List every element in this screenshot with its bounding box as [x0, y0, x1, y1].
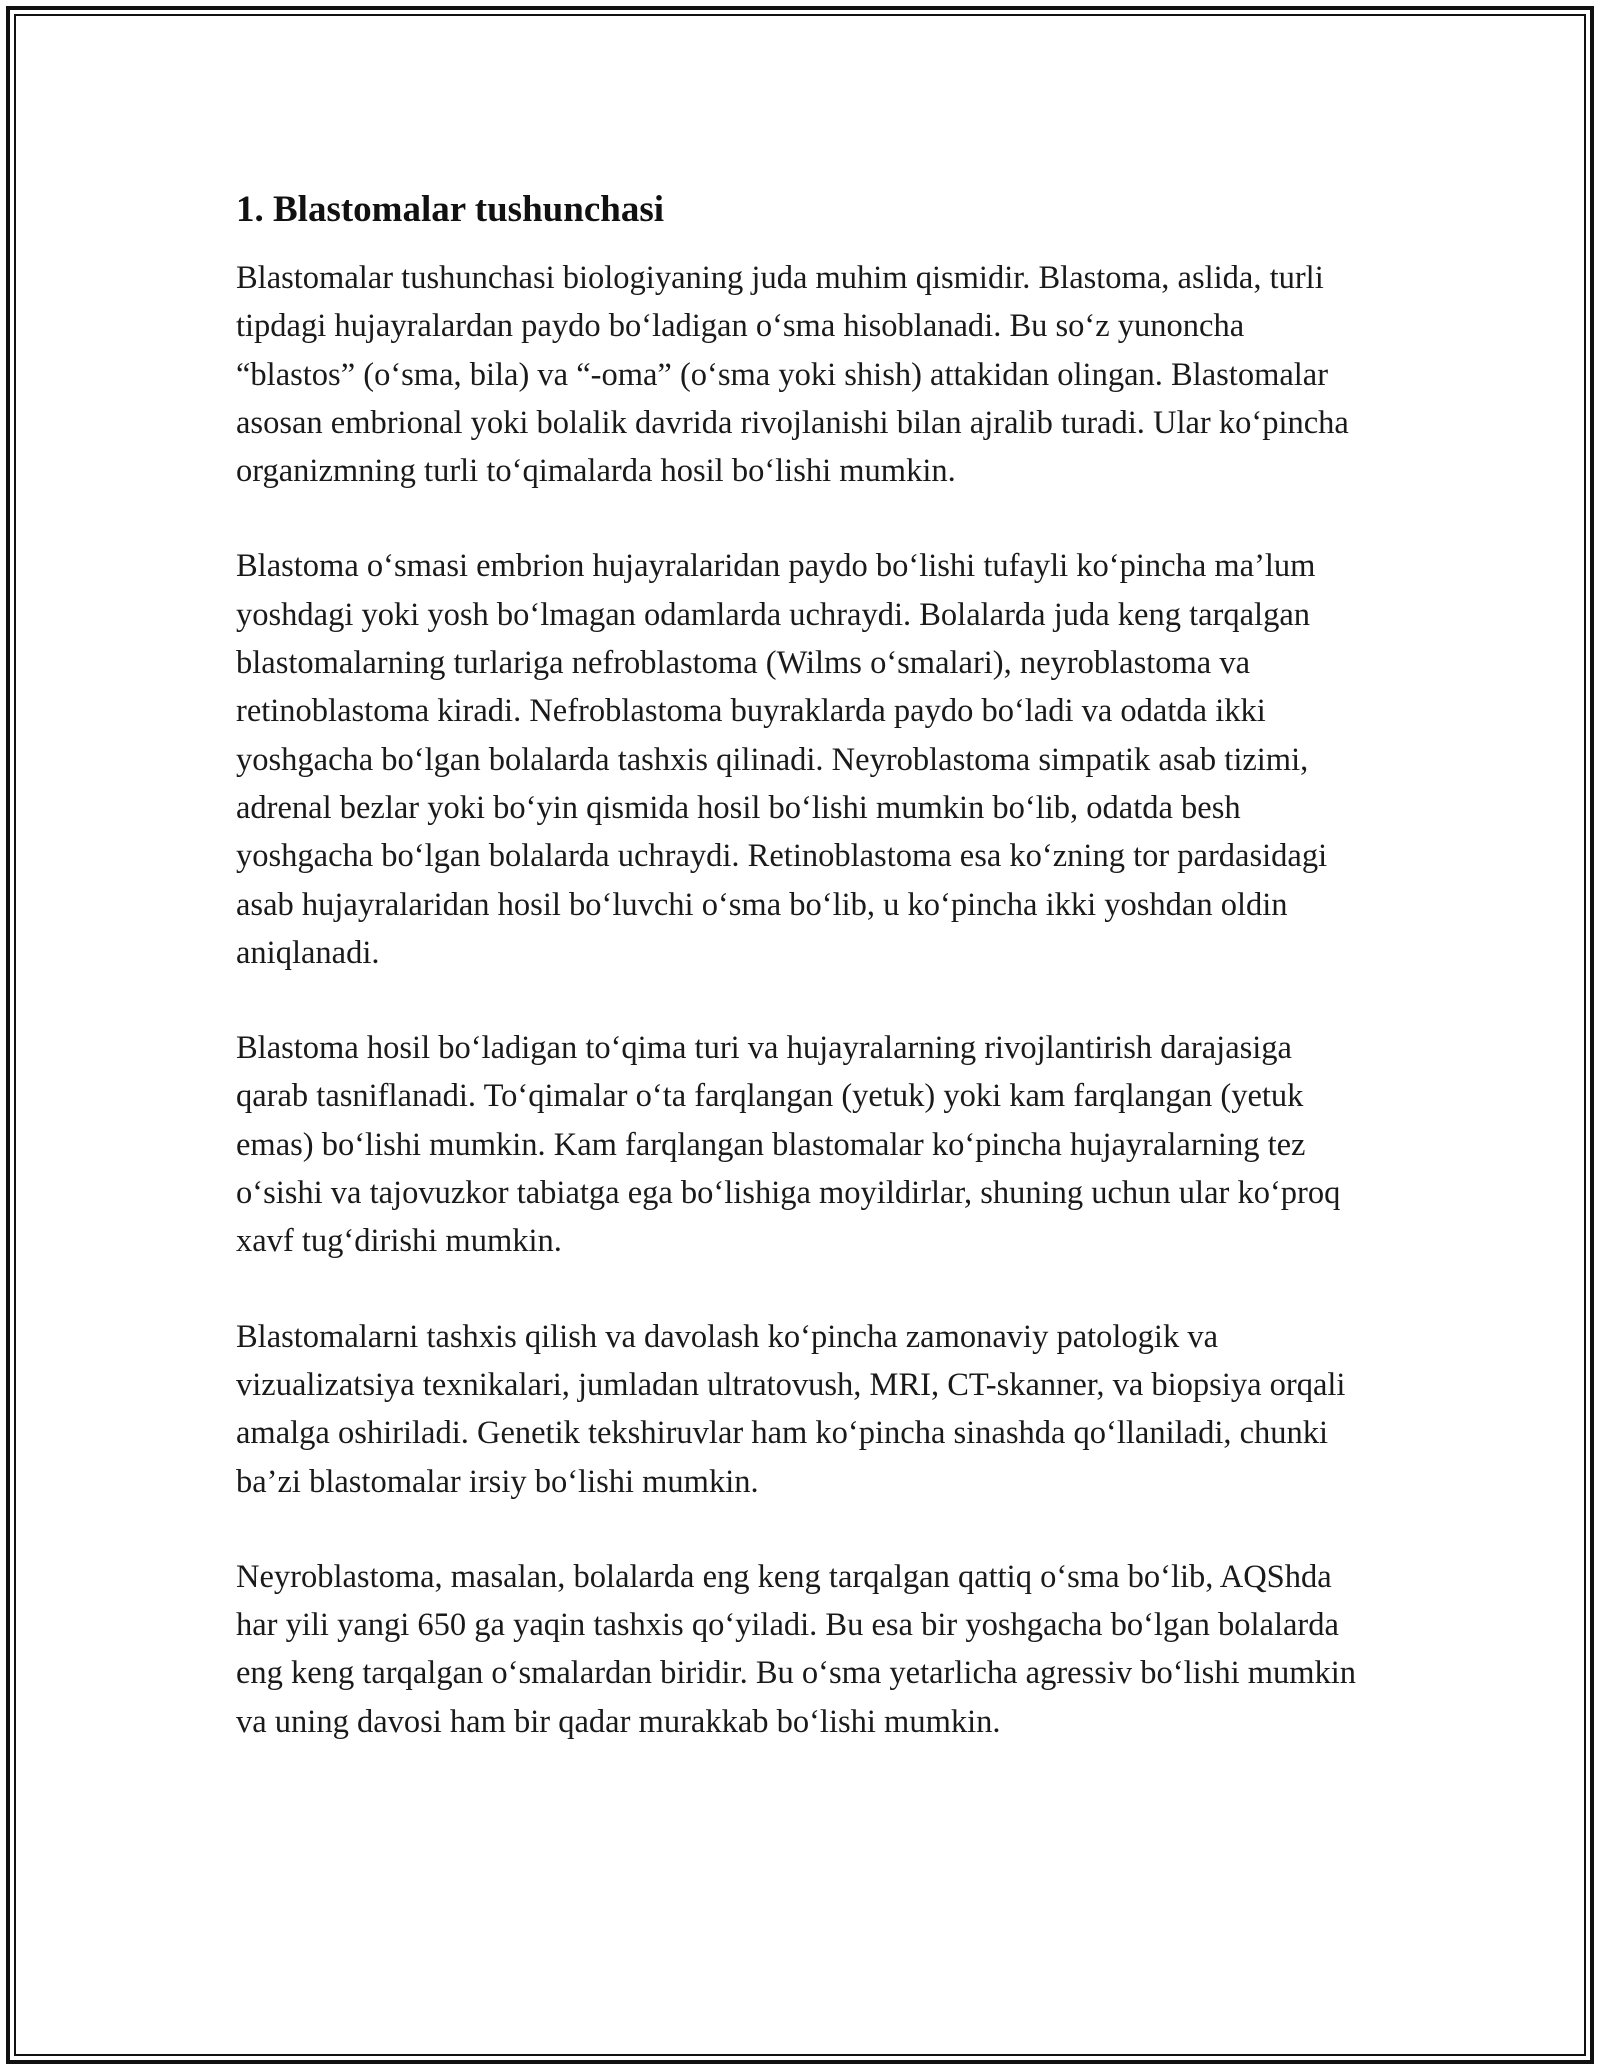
document-body	[236, 186, 1366, 1793]
paragraph-5: Neyroblastoma, masalan, bolalarda eng keng tarqalgan qattiq o‘sma bo‘lib, AQShda har yili yangi 650 ga yaqin tashxis qo‘yiladi. Bu esa bir yoshgacha bo‘lgan bolalarda eng keng tarqalgan o‘smalardan biridir. Bu o‘sma yetarlicha agressiv bo‘lishi mumkin va uning davosi ham bir qadar murakkab bo‘lishi mumkin.	[236, 1558, 1357, 1740]
section-heading: 1. Blastomalar tushunchasi	[236, 189, 664, 230]
paragraph-1: Blastomalar tushunchasi biologiyaning juda muhim qismidir. Blastoma, aslida, turli tipdagi hujayralardan paydo bo‘ladigan o‘sma hisoblanadi. Bu so‘z yunoncha “blastos” (o‘sma, bila) va “-oma” (o‘sma yoki shish) attakidan olingan. Blastomalar asosan embrional yoki bolalik davrida rivojlanishi bilan ajralib turadi. Ular ko‘pincha organizmning turli to‘qimalarda hosil bo‘lishi mumkin.	[236, 260, 1349, 490]
paragraph-3: Blastoma hosil bo‘ladigan to‘qima turi va hujayralarning rivojlantirish darajasiga qarab tasniflanadi. To‘qimalar o‘ta farqlangan (yetuk) yoki kam farqlangan (yetuk emas) bo‘lishi mumkin. Kam farqlangan blastomalar ko‘pincha hujayralarning tez o‘sishi va tajovuzkor tabiatga ega bo‘lishiga moyildirlar, shuning uchun ular ko‘proq xavf tug‘dirishi mumkin.	[236, 1030, 1341, 1260]
paragraph-2: Blastoma o‘smasi embrion hujayralaridan paydo bo‘lishi tufayli ko‘pincha ma’lum yoshdagi yoki yosh bo‘lmagan odamlarda uchraydi. Bolalarda juda keng tarqalgan blastomalarning turlariga nefroblastoma (Wilms o‘smalari), neyroblastoma va retinoblastoma kiradi. Nefroblastoma buyraklarda paydo bo‘ladi va odatda ikki yoshgacha bo‘lgan bolalarda tashxis qilinadi. Neyroblastoma simpatik asab tizimi, adrenal bezlar yoki bo‘yin qismida hosil bo‘lishi mumkin bo‘lib, odatda besh yoshgacha bo‘lgan bolalarda uchraydi. Retinoblastoma esa ko‘zning tor pardasidagi asab hujayralaridan hosil bo‘luvchi o‘sma bo‘lib, u ko‘pincha ikki yoshdan oldin aniqlanadi.	[236, 548, 1328, 971]
paragraph-4: Blastomalarni tashxis qilish va davolash ko‘pincha zamonaviy patologik va vizualizatsiya texnikalari, jumladan ultratovush, MRI, CT-skanner, va biopsiya orqali amalga oshiriladi. Genetik tekshiruvlar ham ko‘pincha sinashda qo‘llaniladi, chunki ba’zi blastomalar irsiy bo‘lishi mumkin.	[236, 1318, 1346, 1500]
